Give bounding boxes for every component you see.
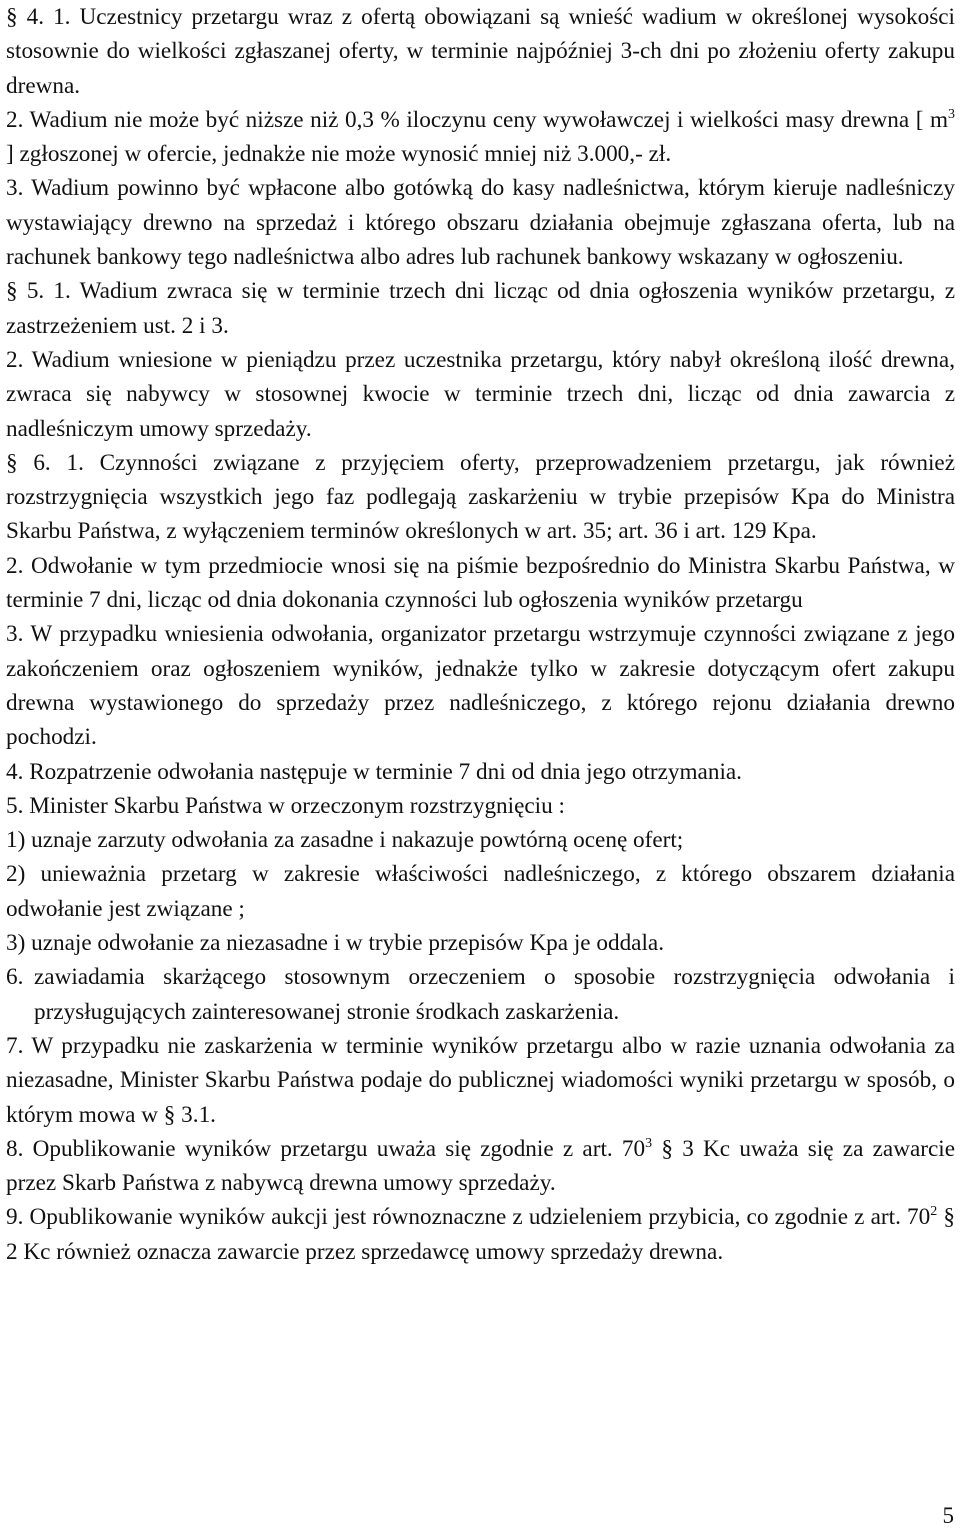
paragraph-6-6 — [6, 960, 955, 1029]
list-item-6-5-1: 1) uznaje zarzuty odwołania za zasadne i nakazuje powtórną ocenę ofert; — [6, 827, 684, 854]
paragraph-5-1: § 5. 1. Wadium zwraca się w terminie trzech dni licząc od dnia ogłoszenia wyników przetargu, z zastrzeżeniem ust. 2 i 3. — [6, 278, 955, 339]
paragraph-4-1: § 4. 1. Uczestnicy przetargu wraz z ofertą obowiązani są wnieść wadium w określonej wysokości stosownie do wielkości zgłaszanej oferty, w terminie najpóźniej 3-ch dni po złożeniu oferty zakupu drewna. — [6, 4, 955, 99]
paragraph-6-6-number: 6. — [6, 964, 24, 991]
paragraph-6-9-text-a: 9. Opublikowanie wyników aukcji jest równoznaczne z udzieleniem przybicia, co zgodnie z art. 70 — [6, 1204, 931, 1231]
paragraph-6-9-text-b: § 2 Kc również oznacza zawarcie przez sprzedawcę umowy sprzedaży drewna. — [6, 1204, 956, 1265]
paragraph-4-2 — [6, 103, 955, 172]
paragraph-4-2-text-b: ] zgłoszonej w ofercie, jednakże nie może wynosić mniej niż 3.000,- zł. — [6, 141, 672, 168]
page-number: 5 — [942, 1503, 954, 1528]
paragraph-6-3: 3. W przypadku wniesienia odwołania, organizator przetargu wstrzymuje czynności związane z jego zakończeniem oraz ogłoszeniem wyników, jednakże tylko w zakresie dotyczącym ofert zakupu drewna wystawionego do sprzedaży przez nadleśniczego, z którego rejonu działania drewno pochodzi. — [6, 621, 955, 751]
paragraph-4-3: 3. Wadium powinno być wpłacone albo gotówką do kasy nadleśnictwa, którym kieruje nadleśniczy wystawiający drewno na sprzedaż i którego obszaru działania obejmuje zgłaszana oferta, lub na rachunek bankowy tego nadleśnictwa albo adres lub rachunek bankowy wskazany w ogłoszeniu. — [6, 175, 955, 271]
document-page — [6, 0, 955, 1269]
paragraph-6-5: 5. Minister Skarbu Państwa w orzeczonym rozstrzygnięciu : — [6, 792, 565, 819]
paragraph-4-2-text-a: 2. Wadium nie może być niższe niż 0,3 % iloczynu ceny wywoławczej i wielkości masy drewna [ m — [6, 106, 948, 133]
list-item-6-5-3: 3) uznaje odwołanie za niezasadne i w trybie przepisów Kpa je oddala. — [6, 930, 665, 957]
paragraph-6-2: 2. Odwołanie w tym przedmiocie wnosi się na piśmie bezpośrednio do Ministra Skarbu Państwa, w terminie 7 dni, licząc od dnia dokonania czynności lub ogłoszenia wyników przetargu — [6, 552, 955, 614]
paragraph-6-6-text: zawiadamia skarżącego stosownym orzeczeniem o sposobie rozstrzygnięcia odwołania i przysługujących zainteresowanej stronie środkach zaskarżenia. — [34, 964, 955, 1025]
paragraph-6-8 — [6, 1132, 955, 1201]
paragraph-6-1: § 6. 1. Czynności związane z przyjęciem oferty, przeprowadzeniem przetargu, jak również rozstrzygnięcia wszystkich jego faz podlegają zaskarżeniu w trybie przepisów Kpa do Ministra Skarbu Państwa, z wyłączeniem terminów określonych w art. 35; art. 36 i art. 129 Kpa. — [6, 449, 955, 545]
paragraph-6-8-text-a: 8. Opublikowanie wyników przetargu uważa się zgodnie z art. 70 — [6, 1135, 646, 1162]
paragraph-6-8-text-b: § 3 Kc uważa się za zawarcie przez Skarb Państwa z nabywcą drewna umowy sprzedaży. — [6, 1135, 956, 1197]
paragraph-5-2: 2. Wadium wniesione w pieniądzu przez uczestnika przetargu, który nabył określoną ilość drewna, zwraca się nabywcy w stosownej kwocie w terminie trzech dni, licząc od dnia zawarcia z nadleśniczym umowy sprzedaży. — [6, 346, 955, 442]
superscript-2: 2 — [930, 1204, 938, 1220]
superscript-3: 3 — [645, 1135, 653, 1151]
paragraph-6-7: 7. W przypadku nie zaskarżenia w terminie wyników przetargu albo w razie uznania odwołania za niezasadne, Minister Skarbu Państwa podaje do publicznej wiadomości wyniki przetargu w sposób, o którym mowa w § 3.1. — [6, 1032, 955, 1128]
paragraph-6-9 — [6, 1200, 955, 1269]
paragraph-6-4: 4. Rozpatrzenie odwołania następuje w terminie 7 dni od dnia jego otrzymania. — [6, 758, 742, 785]
list-item-6-5-2: 2) unieważnia przetarg w zakresie właściwości nadleśniczego, z którego obszarem działania odwołanie jest związane ; — [6, 861, 955, 922]
superscript-cubic: 3 — [948, 106, 955, 122]
